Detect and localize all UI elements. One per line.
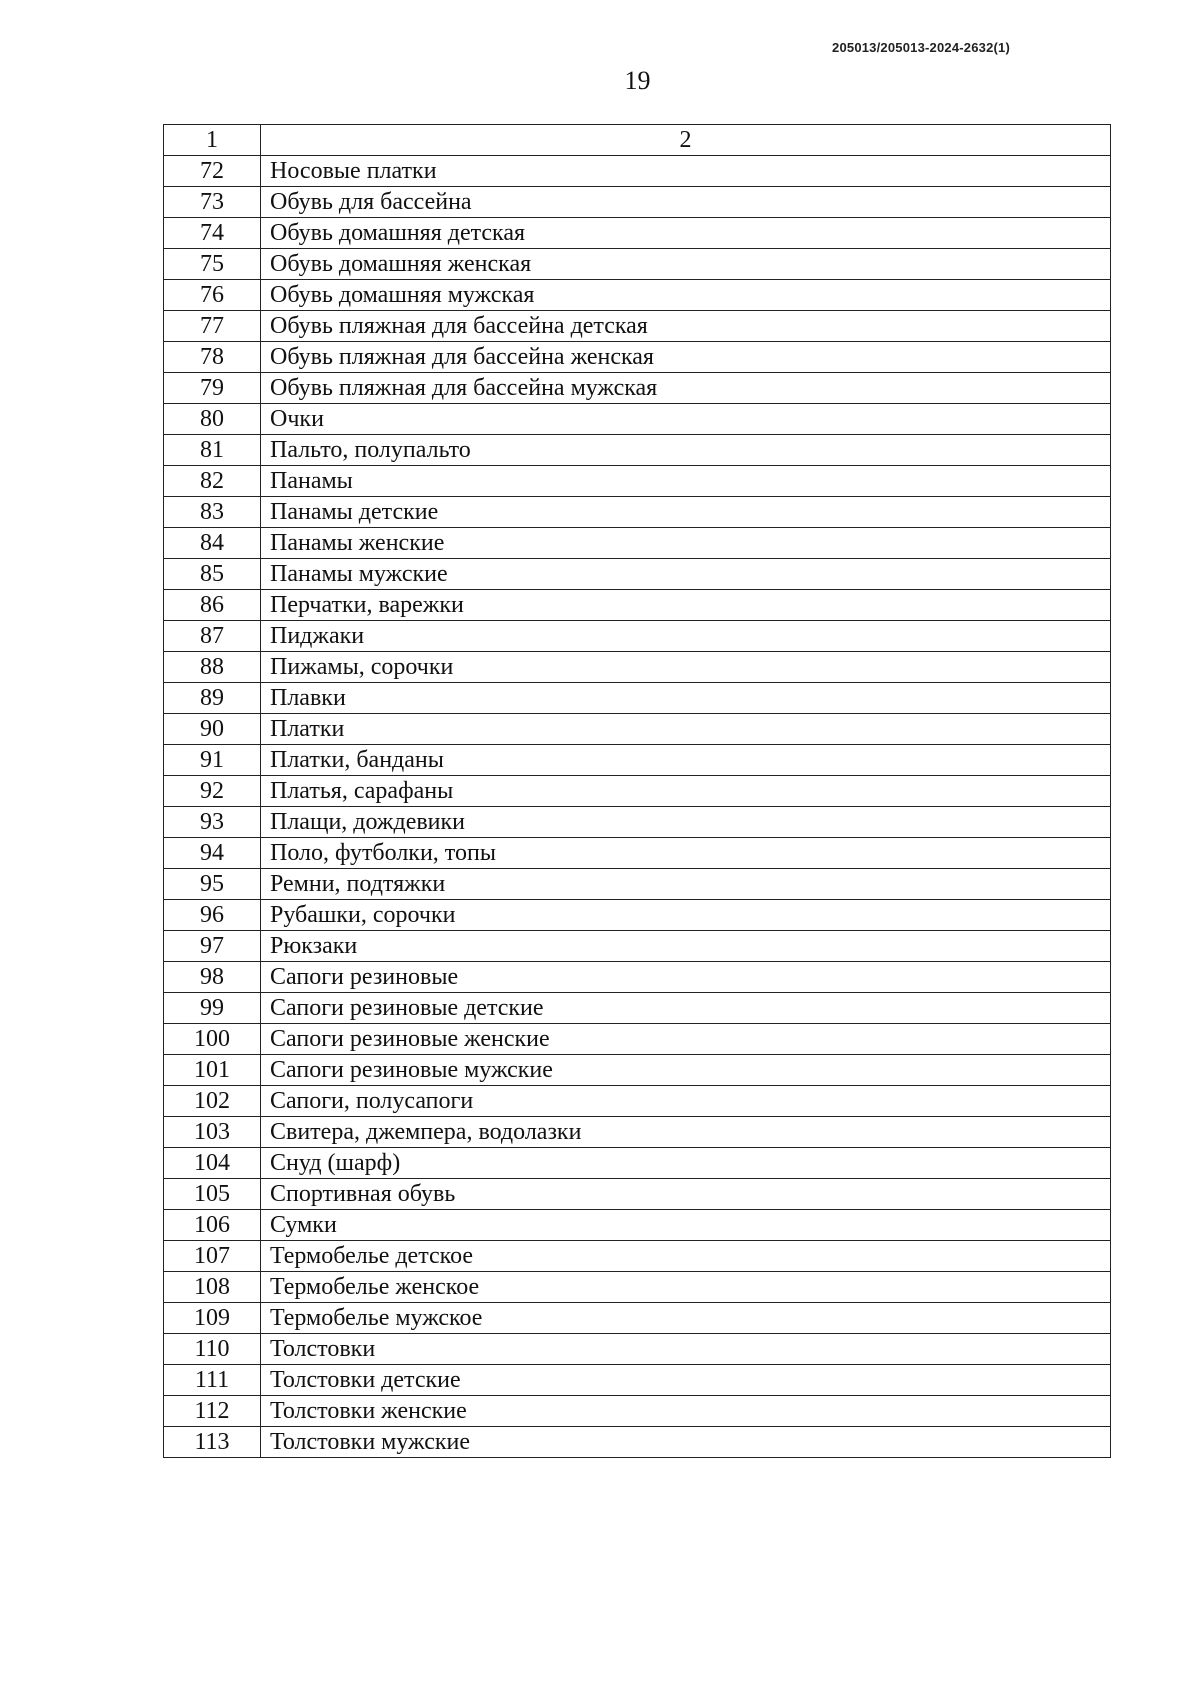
row-item-name: Толстовки женские [261,1396,1111,1427]
table-row [164,714,1111,745]
row-number: 82 [164,466,261,497]
row-number: 96 [164,900,261,931]
row-item-name: Термобелье мужское [261,1303,1111,1334]
table-row [164,1117,1111,1148]
column-header-2: 2 [261,125,1111,156]
row-item-name: Обувь пляжная для бассейна детская [261,311,1111,342]
row-item-name: Обувь домашняя женская [261,249,1111,280]
table-row [164,1055,1111,1086]
row-item-name: Термобелье женское [261,1272,1111,1303]
table-row [164,435,1111,466]
table-row [164,931,1111,962]
row-item-name: Ремни, подтяжки [261,869,1111,900]
table-row [164,342,1111,373]
row-number: 88 [164,652,261,683]
row-item-name: Спортивная обувь [261,1179,1111,1210]
row-number: 89 [164,683,261,714]
row-item-name: Платья, сарафаны [261,776,1111,807]
table-row [164,590,1111,621]
row-number: 81 [164,435,261,466]
row-number: 72 [164,156,261,187]
row-item-name: Плащи, дождевики [261,807,1111,838]
row-number: 79 [164,373,261,404]
row-item-name: Плавки [261,683,1111,714]
row-item-name: Сапоги резиновые детские [261,993,1111,1024]
table-row [164,962,1111,993]
table-row [164,280,1111,311]
items-table-body [164,125,1111,1458]
row-number: 73 [164,187,261,218]
row-item-name: Панамы детские [261,497,1111,528]
row-number: 93 [164,807,261,838]
column-header-1: 1 [164,125,261,156]
row-item-name: Обувь пляжная для бассейна женская [261,342,1111,373]
row-number: 97 [164,931,261,962]
row-number: 83 [164,497,261,528]
row-number: 104 [164,1148,261,1179]
row-item-name: Термобелье детское [261,1241,1111,1272]
row-number: 101 [164,1055,261,1086]
row-item-name: Обувь пляжная для бассейна мужская [261,373,1111,404]
table-row [164,1272,1111,1303]
table-row [164,745,1111,776]
row-item-name: Пальто, полупальто [261,435,1111,466]
row-number: 75 [164,249,261,280]
table-row [164,621,1111,652]
row-number: 105 [164,1179,261,1210]
table-row [164,1396,1111,1427]
row-number: 77 [164,311,261,342]
items-table [163,124,1111,1458]
table-row [164,1427,1111,1458]
row-number: 86 [164,590,261,621]
row-number: 109 [164,1303,261,1334]
row-number: 80 [164,404,261,435]
table-row [164,373,1111,404]
table-row [164,807,1111,838]
table-row [164,1148,1111,1179]
table-row [164,869,1111,900]
row-item-name: Поло, футболки, топы [261,838,1111,869]
row-number: 111 [164,1365,261,1396]
row-number: 106 [164,1210,261,1241]
table-row [164,683,1111,714]
table-row [164,156,1111,187]
row-item-name: Платки, банданы [261,745,1111,776]
row-item-name: Очки [261,404,1111,435]
row-number: 98 [164,962,261,993]
row-number: 99 [164,993,261,1024]
row-number: 108 [164,1272,261,1303]
row-item-name: Сумки [261,1210,1111,1241]
row-item-name: Свитера, джемпера, водолазки [261,1117,1111,1148]
row-number: 103 [164,1117,261,1148]
table-row [164,218,1111,249]
row-item-name: Панамы [261,466,1111,497]
table-row [164,1179,1111,1210]
row-number: 95 [164,869,261,900]
row-item-name: Носовые платки [261,156,1111,187]
table-row [164,404,1111,435]
row-item-name: Пиджаки [261,621,1111,652]
table-row [164,1024,1111,1055]
row-item-name: Сапоги резиновые женские [261,1024,1111,1055]
table-row [164,249,1111,280]
document-reference: 205013/205013-2024-2632(1) [832,40,1010,55]
row-item-name: Снуд (шарф) [261,1148,1111,1179]
row-number: 94 [164,838,261,869]
row-item-name: Рубашки, сорочки [261,900,1111,931]
row-item-name: Сапоги, полусапоги [261,1086,1111,1117]
row-number: 91 [164,745,261,776]
row-number: 112 [164,1396,261,1427]
table-row [164,528,1111,559]
table-row [164,1086,1111,1117]
row-item-name: Толстовки детские [261,1365,1111,1396]
row-item-name: Толстовки мужские [261,1427,1111,1458]
row-item-name: Панамы женские [261,528,1111,559]
row-number: 87 [164,621,261,652]
row-item-name: Обувь домашняя мужская [261,280,1111,311]
row-number: 110 [164,1334,261,1365]
table-row [164,900,1111,931]
row-number: 84 [164,528,261,559]
table-row [164,838,1111,869]
row-item-name: Сапоги резиновые мужские [261,1055,1111,1086]
row-item-name: Обувь для бассейна [261,187,1111,218]
table-row [164,652,1111,683]
table-row [164,1334,1111,1365]
table-row [164,311,1111,342]
table-row [164,187,1111,218]
row-item-name: Сапоги резиновые [261,962,1111,993]
table-row [164,466,1111,497]
row-number: 113 [164,1427,261,1458]
table-row [164,559,1111,590]
row-item-name: Панамы мужские [261,559,1111,590]
row-item-name: Рюкзаки [261,931,1111,962]
row-number: 90 [164,714,261,745]
row-number: 85 [164,559,261,590]
table-row [164,993,1111,1024]
table-row [164,1241,1111,1272]
row-item-name: Пижамы, сорочки [261,652,1111,683]
row-item-name: Перчатки, варежки [261,590,1111,621]
table-row [164,497,1111,528]
page-number: 19 [624,66,651,95]
row-number: 76 [164,280,261,311]
row-number: 100 [164,1024,261,1055]
row-number: 102 [164,1086,261,1117]
row-item-name: Обувь домашняя детская [261,218,1111,249]
table-row [164,1303,1111,1334]
row-item-name: Платки [261,714,1111,745]
table-row [164,776,1111,807]
row-number: 78 [164,342,261,373]
table-row [164,1365,1111,1396]
row-item-name: Толстовки [261,1334,1111,1365]
table-header-row [164,125,1111,156]
row-number: 74 [164,218,261,249]
row-number: 92 [164,776,261,807]
table-row [164,1210,1111,1241]
row-number: 107 [164,1241,261,1272]
